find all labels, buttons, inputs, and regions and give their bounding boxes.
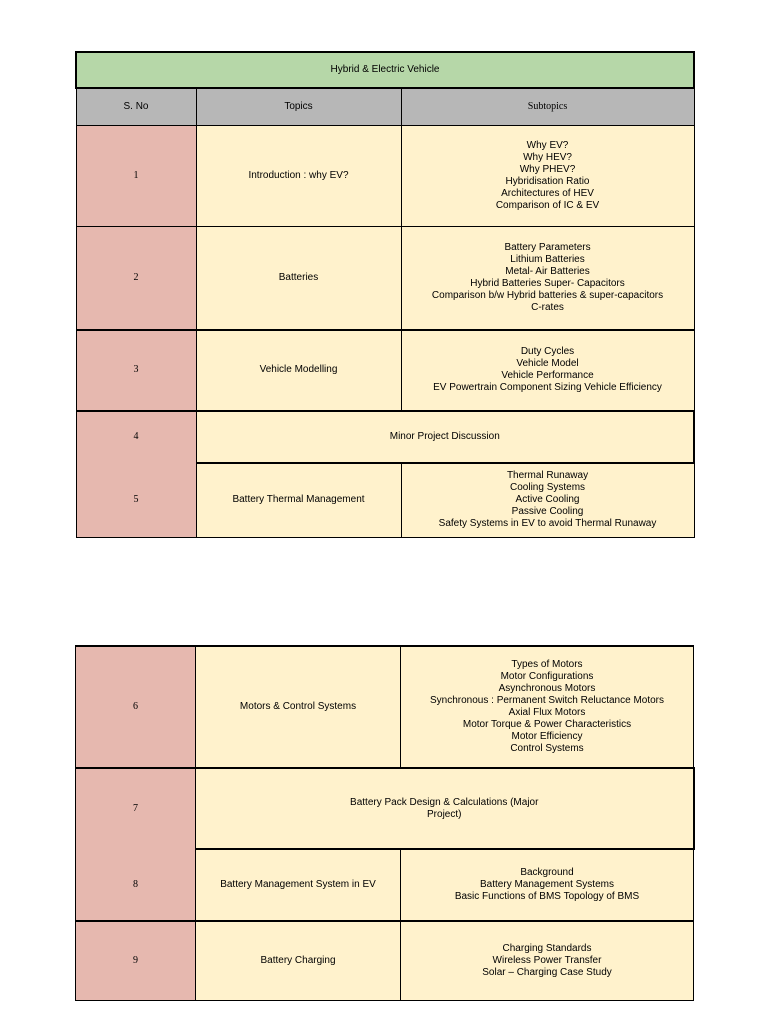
subtopic-item: Metal- Air Batteries xyxy=(505,265,590,277)
subtopic-item: Duty Cycles xyxy=(520,346,575,357)
row-number: 5 xyxy=(76,463,196,538)
row-topic: Vehicle Modelling xyxy=(196,330,401,411)
subtopic-item: Motor Configurations xyxy=(500,671,594,682)
subtopic-item: Active Cooling xyxy=(515,494,580,506)
table-row xyxy=(76,921,694,1000)
subtopic-item: Charging Standards xyxy=(502,942,592,954)
subtopic-item: Battery Management Systems xyxy=(480,879,614,890)
row-subtopics xyxy=(401,463,694,538)
subtopic-item: Axial Flux Motors xyxy=(508,707,586,718)
subtopic-item: Types of Motors xyxy=(511,659,583,670)
row-subtopics xyxy=(401,227,694,330)
subtopic-item: Thermal Runaway xyxy=(506,470,589,482)
subtopic-item: Lithium Batteries xyxy=(510,253,585,265)
subtopic-item: EV Powertrain Component Sizing Vehicle Efficiency xyxy=(433,382,662,393)
row-merged-topic: Minor Project Discussion xyxy=(196,411,694,463)
subtopic-item: Hybridisation Ratio xyxy=(505,176,590,187)
subtopic-item: Passive Cooling xyxy=(511,506,584,518)
table-row xyxy=(76,330,694,411)
subtopic-item: Safety Systems in EV to avoid Thermal Runaway xyxy=(438,518,657,530)
row-topic: Battery Charging xyxy=(196,921,401,1000)
row-merged-topic xyxy=(196,768,694,849)
row-topic: Introduction : why EV? xyxy=(196,126,401,227)
row-subtopics xyxy=(401,921,694,1000)
syllabus-table-2 xyxy=(75,645,695,1001)
row-subtopics xyxy=(401,646,694,768)
table-row xyxy=(76,227,694,330)
subtopic-item: Control Systems xyxy=(510,743,584,754)
subtopic-item: Cooling Systems xyxy=(510,482,586,494)
row-topic: Battery Management System in EV xyxy=(196,849,401,921)
row-number: 9 xyxy=(76,921,196,1000)
subtopic-item: Why PHEV? xyxy=(519,164,576,175)
table-row xyxy=(76,646,694,768)
row-subtopics xyxy=(401,126,694,227)
table-row xyxy=(76,463,694,538)
row-number: 3 xyxy=(76,330,196,411)
header-topics: Topics xyxy=(196,88,401,126)
merged-topic-text: Battery Pack Design & Calculations (Major Project) xyxy=(350,796,539,820)
subtopic-item: Basic Functions of BMS Topology of BMS xyxy=(454,891,640,902)
subtopic-item: Architectures of HEV xyxy=(501,188,594,199)
subtopic-item: Vehicle Performance xyxy=(501,370,594,381)
row-topic: Battery Thermal Management xyxy=(196,463,401,538)
row-subtopics xyxy=(401,330,694,411)
subtopic-item: Vehicle Model xyxy=(516,358,579,369)
row-number: 1 xyxy=(76,126,196,227)
row-number: 7 xyxy=(76,768,196,849)
subtopic-item: Background xyxy=(520,867,574,878)
row-topic: Batteries xyxy=(196,227,401,330)
table-row xyxy=(76,126,694,227)
row-number: 6 xyxy=(76,646,196,768)
subtopic-item: Motor Efficiency xyxy=(511,731,583,742)
row-number: 2 xyxy=(76,227,196,330)
subtopic-item: Asynchronous Motors xyxy=(498,683,596,694)
table-title: Hybrid & Electric Vehicle xyxy=(76,52,694,88)
table-row xyxy=(76,411,694,463)
header-sno: S. No xyxy=(76,88,196,126)
table-row xyxy=(76,849,694,921)
subtopic-item: Battery Parameters xyxy=(504,241,591,253)
subtopic-item: Solar – Charging Case Study xyxy=(482,966,612,978)
row-number: 4 xyxy=(76,411,196,463)
header-subtopics: Subtopics xyxy=(401,88,694,126)
syllabus-table-1 xyxy=(75,51,695,538)
subtopic-item: Synchronous : Permanent Switch Reluctance Motors xyxy=(430,695,664,706)
subtopic-item: Why HEV? xyxy=(523,152,572,163)
subtopic-item: C-rates xyxy=(531,301,564,313)
subtopic-item: Comparison of IC & EV xyxy=(495,200,600,211)
subtopic-item: Comparison b/w Hybrid batteries & super-capacitors xyxy=(431,289,664,301)
subtopic-item: Hybrid Batteries Super- Capacitors xyxy=(470,277,625,289)
subtopic-item: Motor Torque & Power Characteristics xyxy=(462,719,632,730)
table-row xyxy=(76,768,694,849)
subtopic-item: Why EV? xyxy=(526,140,569,151)
subtopic-item: Wireless Power Transfer xyxy=(492,954,602,966)
row-topic: Motors & Control Systems xyxy=(196,646,401,768)
row-subtopics xyxy=(401,849,694,921)
row-number: 8 xyxy=(76,849,196,921)
